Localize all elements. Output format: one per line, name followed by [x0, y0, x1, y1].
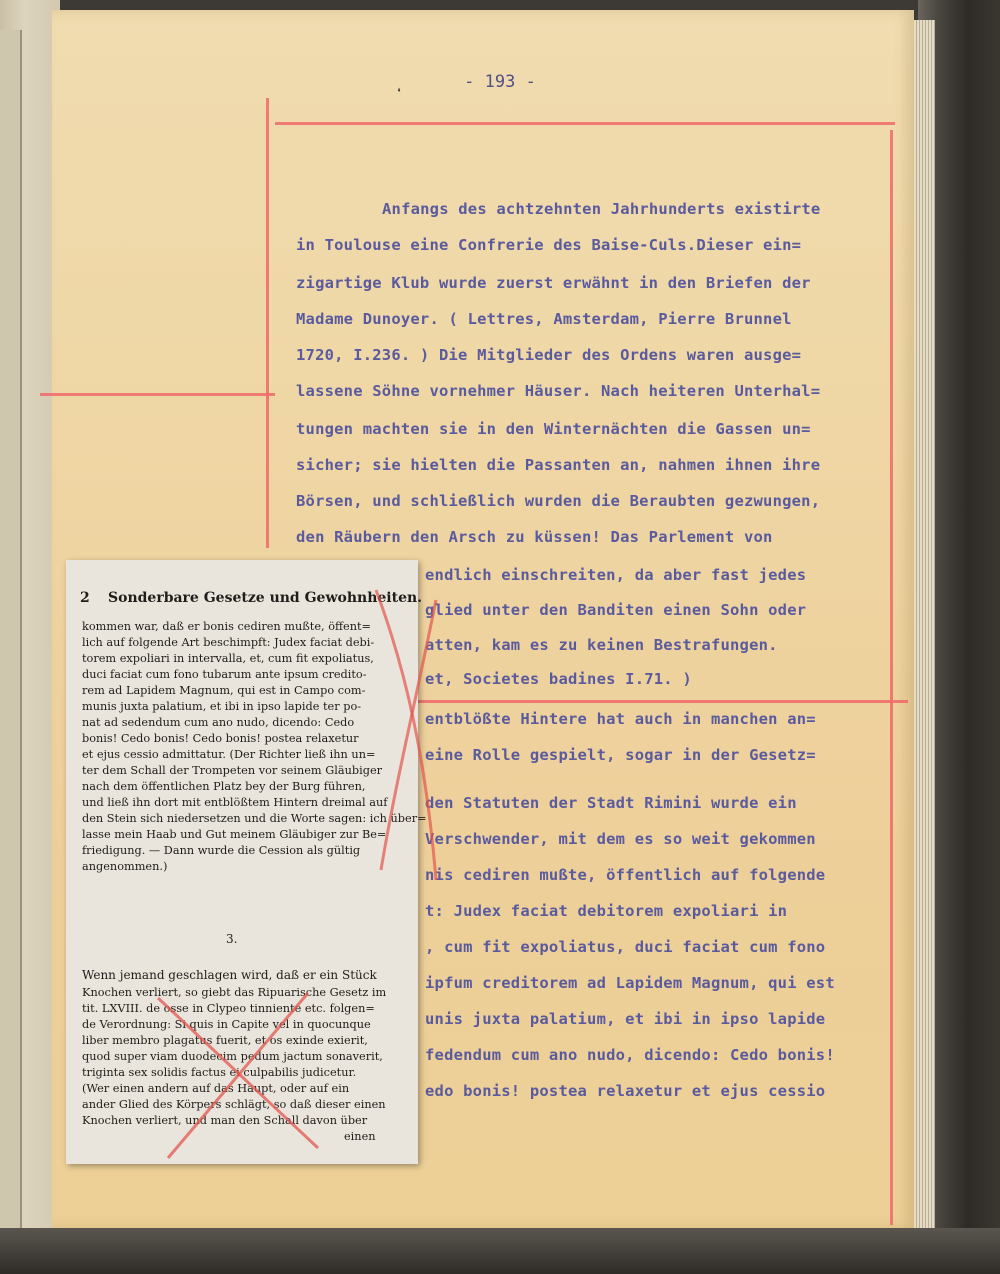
- margin-rule-left-horizontal: [40, 393, 275, 396]
- typed-line: Börsen, und schließlich wurden die Beraubten gezwungen,: [296, 492, 821, 510]
- typed-line: lassene Söhne vornehmer Häuser. Nach heiteren Unterhal=: [296, 382, 821, 400]
- typed-line: glied unter den Banditen einen Sohn oder: [425, 601, 807, 619]
- clipping-line: munis juxta palatium, et ibi in ipso lapide ter po-: [82, 700, 362, 713]
- clipping-line: duci faciat cum fono tubarum ante ipsum credito-: [82, 668, 367, 681]
- typed-line: Madame Dunoyer. ( Lettres, Amsterdam, Pierre Brunnel: [296, 310, 792, 328]
- clipping-line: triginta sex solidis factus ei culpabilis judicetur.: [82, 1066, 357, 1079]
- typed-line: endlich einschreiten, da aber fast jedes: [425, 566, 807, 584]
- typed-line: eine Rolle gespielt, sogar in der Gesetz=: [425, 746, 816, 764]
- clipping-line: Knochen verliert, und man den Schall davon über: [82, 1114, 368, 1127]
- typed-line: edo bonis! postea relaxetur et ejus cessio: [425, 1082, 826, 1100]
- margin-rule-mid: [408, 700, 908, 703]
- typed-line: ipfum creditorem ad Lapidem Magnum, qui est: [425, 974, 835, 992]
- typed-line: zigartige Klub wurde zuerst erwähnt in den Briefen der: [296, 274, 811, 292]
- clipping-line: lasse mein Haab und Gut meinem Gläubiger zur Be=: [82, 828, 387, 841]
- typed-line: fedendum cum ano nudo, dicendo: Cedo bonis!: [425, 1046, 835, 1064]
- typed-line: entblößte Hintere hat auch in manchen an=: [425, 710, 816, 728]
- red-cross-icon: [138, 978, 338, 1168]
- clipping-line: und ließ ihn dort mit entblößtem Hintern dreimal auf: [82, 796, 388, 809]
- clipping-line: quod super viam duodecim pedum jactum sonaverit,: [82, 1050, 383, 1063]
- clipping-title: Sonderbare Gesetze und Gewohnheiten.: [108, 590, 423, 606]
- printed-clipping: [66, 560, 427, 1164]
- clipping-line: lich auf folgende Art beschimpft: Judex faciat debi-: [82, 636, 375, 649]
- clipping-line: nach dem öffentlichen Platz bey der Burg führen,: [82, 780, 366, 793]
- clipping-line: ter dem Schall der Trompeten vor seinem Gläubiger: [82, 764, 383, 777]
- typed-line: et, Societes badines I.71. ): [425, 670, 692, 688]
- typed-line: unis juxta palatium, et ibi in ipso lapide: [425, 1010, 826, 1028]
- typed-line: t: Judex faciat debitorem expoliari in: [425, 902, 788, 920]
- clipping-line: torem expoliari in intervalla, et, cum fit expoliatus,: [82, 652, 374, 665]
- clipping-line: einen: [344, 1130, 376, 1143]
- margin-rule-top: [275, 122, 895, 125]
- clipping-line: bonis! Cedo bonis! Cedo bonis! postea relaxetur: [82, 732, 359, 745]
- page-number: - 193 -: [464, 72, 536, 92]
- typed-line: Verschwender, mit dem es so weit gekommen: [425, 830, 816, 848]
- clipping-line: (Wer einen andern auf das Haupt, oder auf ein: [82, 1082, 350, 1095]
- clipping-line: rem ad Lapidem Magnum, qui est in Campo com-: [82, 684, 366, 697]
- clipping-line: de Verordnung: Si quis in Capite vel in quocunque: [82, 1018, 371, 1031]
- margin-rule-right-vertical: [890, 130, 893, 1225]
- typed-line: den Statuten der Stadt Rimini wurde ein: [425, 794, 797, 812]
- typed-line: den Räubern den Arsch zu küssen! Das Parlement von: [296, 528, 773, 546]
- clipping-line: et ejus cessio admittatur. (Der Richter ließ ihn un=: [82, 748, 376, 761]
- typed-line: , cum fit expoliatus, duci faciat cum fono: [425, 938, 826, 956]
- clipping-line: friedigung. — Dann wurde die Cession als gültig: [82, 844, 361, 857]
- clipping-line: den Stein sich niedersetzen und die Worte sagen: ich über=: [82, 812, 427, 825]
- typed-line: sicher; sie hielten die Passanten an, nahmen ihnen ihre: [296, 456, 821, 474]
- typed-line: 1720, I.236. ) Die Mitglieder des Ordens waren ausge=: [296, 346, 802, 364]
- typed-line: atten, kam es zu keinen Bestrafungen.: [425, 636, 778, 654]
- margin-rule-left-vertical: [266, 98, 269, 548]
- clipping-line: nat ad sedendum cum ano nudo, dicendo: Cedo: [82, 716, 355, 729]
- clipping-line: angenommen.): [82, 860, 168, 873]
- typed-line: Anfangs des achtzehnten Jahrhunderts existirte: [382, 200, 821, 218]
- clipping-page-number: 2: [80, 590, 90, 606]
- typed-line: nis cediren mußte, öffentlich auf folgende: [425, 866, 826, 884]
- red-pencil-strike-icon: [366, 580, 446, 890]
- typed-line: tungen machten sie in den Winternächten die Gassen un=: [296, 420, 811, 438]
- clipping-line: Wenn jemand geschlagen wird, daß er ein Stück: [82, 968, 377, 982]
- binder-bottom: [0, 1228, 1000, 1274]
- clipping-line: ander Glied des Körpers schlägt, so daß dieser einen: [82, 1098, 386, 1111]
- typed-line: in Toulouse eine Confrerie des Baise-Culs.Dieser ein=: [296, 236, 802, 254]
- clipping-line: liber membro plagatus fuerit, et os exinde exierit,: [82, 1034, 368, 1047]
- clipping-line: Knochen verliert, so giebt das Ripuarische Gesetz im: [82, 986, 387, 999]
- clipping-line: tit. LXVIII. de osse in Clypeo tinniente etc. folgen=: [82, 1002, 375, 1015]
- pen-mark: ❛: [395, 86, 404, 102]
- section-number: 3.: [226, 932, 238, 946]
- left-facing-page: [0, 0, 60, 1274]
- clipping-line: kommen war, daß er bonis cediren mußte, öffent=: [82, 620, 372, 633]
